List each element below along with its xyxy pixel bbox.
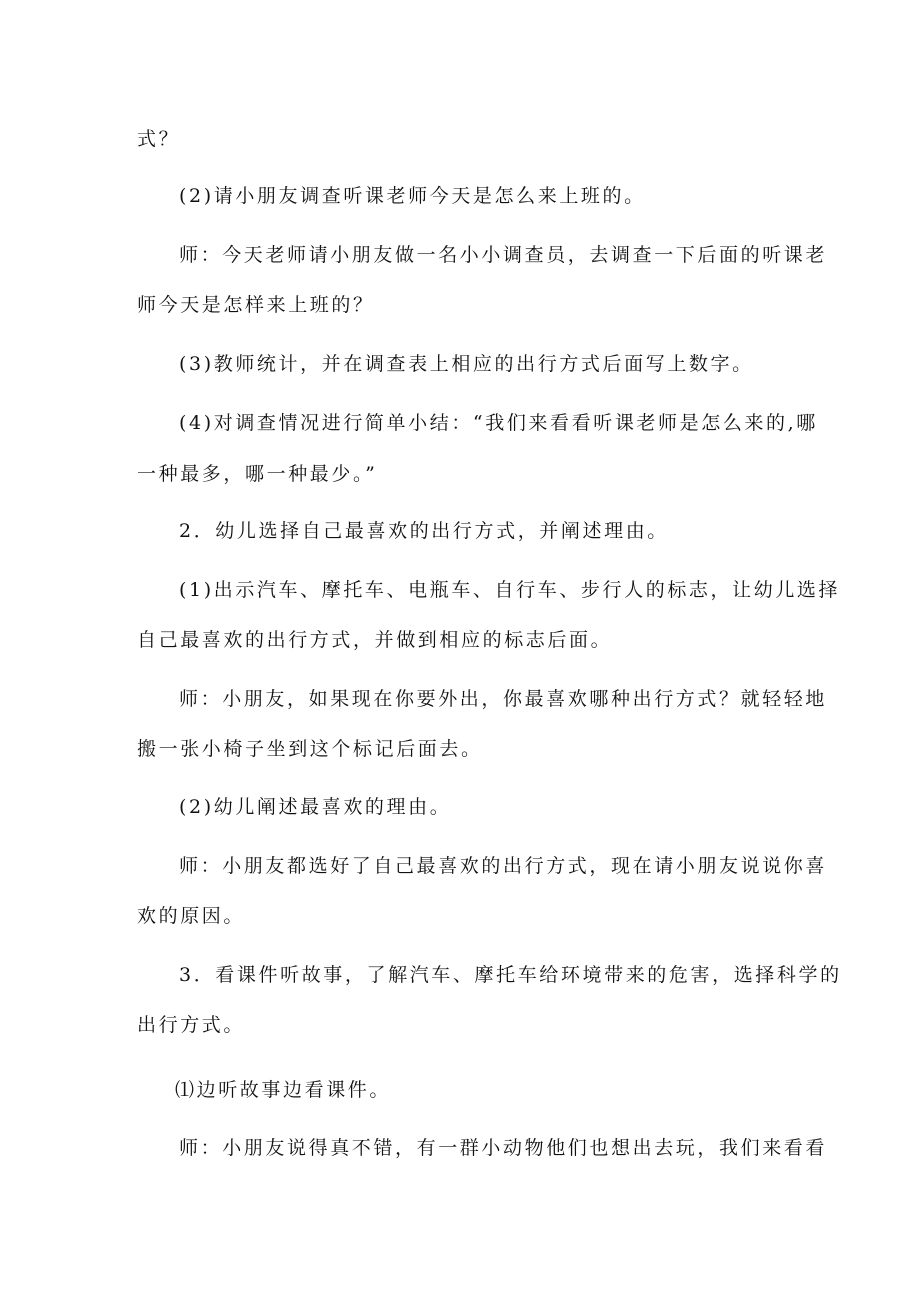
- text-line: 自己最喜欢的出行方式，并做到相应的标志后面。: [137, 629, 613, 651]
- text-line: 欢的原因。: [137, 905, 246, 927]
- text-line: 式？: [137, 128, 181, 150]
- text-line: (1)出示汽车、摩托车、电瓶车、自行车、步行人的标志，让幼儿选择: [179, 579, 841, 601]
- text-line: 3．看课件听故事，了解汽车、摩托车给环境带来的危害，选择科学的: [179, 964, 842, 986]
- text-line: 师：今天老师请小朋友做一名小小调查员，去调查一下后面的听课老: [179, 244, 828, 266]
- text-line: ⑴边听故事边看课件。: [175, 1079, 392, 1101]
- text-line: 出行方式。: [137, 1014, 246, 1036]
- text-line: 师：小朋友，如果现在你要外出，你最喜欢哪种出行方式？就轻轻地: [179, 688, 828, 710]
- text-line: (4)对调查情况进行简单小结：“我们来看看听课老师是怎么来的,哪: [179, 412, 818, 434]
- text-line: (2)幼儿阐述最喜欢的理由。: [179, 796, 452, 818]
- text-line: 师：小朋友都选好了自己最喜欢的出行方式，现在请小朋友说说你喜: [179, 855, 828, 877]
- text-line: (2)请小朋友调查听课老师今天是怎么来上班的。: [179, 185, 646, 207]
- text-line: 一种最多，哪一种最少。”: [137, 463, 378, 485]
- text-line: 搬一张小椅子坐到这个标记后面去。: [137, 738, 483, 760]
- text-line: (3)教师统计，并在调查表上相应的出行方式后面写上数字。: [179, 353, 754, 375]
- text-line: 师今天是怎样来上班的？: [137, 294, 375, 316]
- text-line: 2．幼儿选择自己最喜欢的出行方式，并阐述理由。: [179, 520, 669, 542]
- text-line: 师：小朋友说得真不错，有一群小动物他们也想出去玩，我们来看看: [179, 1137, 828, 1159]
